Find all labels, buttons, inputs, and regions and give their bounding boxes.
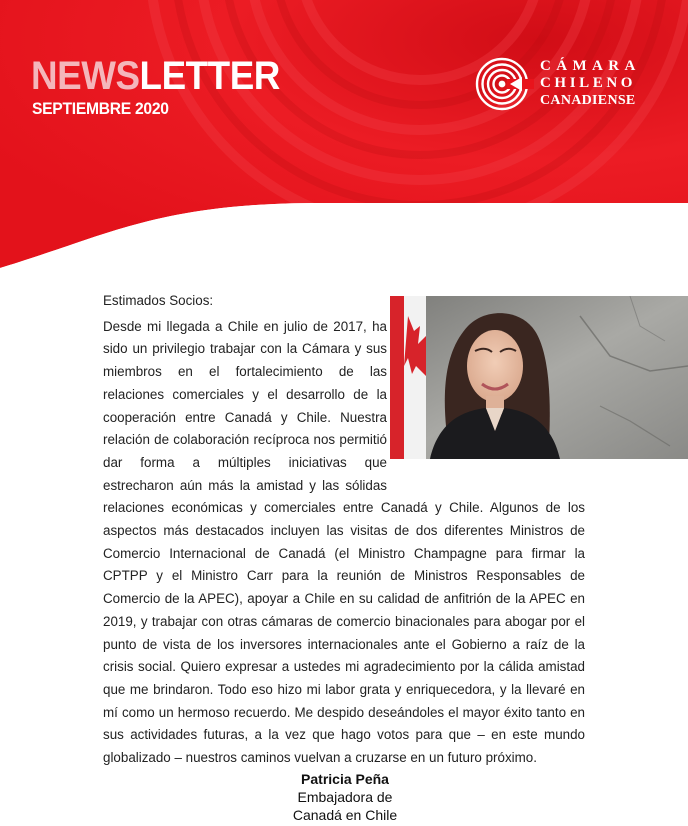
logo-wordmark	[540, 58, 641, 109]
newsletter-title	[31, 56, 280, 96]
logo-line-2: CHILENO	[540, 75, 637, 91]
logo-line-1: CÁMARA	[540, 58, 641, 74]
concentric-circle-emblem-icon	[474, 56, 534, 112]
camara-logo	[474, 56, 650, 112]
logo-line-3: CANADIENSE	[540, 93, 636, 108]
newsletter-date: SEPTIEMBRE 2020	[32, 99, 169, 118]
signature-name: Patricia Peña	[301, 771, 389, 787]
title-letter: LETTER	[139, 54, 280, 98]
photo-wrap-spacer	[387, 316, 585, 481]
letter-body	[103, 290, 585, 770]
signature-block	[200, 770, 490, 824]
red-wave-background	[0, 0, 688, 270]
letter-greeting: Estimados Socios:	[103, 293, 214, 308]
signature-title-line-2: Canadá en Chile	[292, 807, 398, 823]
letter-paragraph: Desde mi llegada a Chile en julio de 2017, ha sido un privilegio trabajar con la Cámara y sus miembros en el fortalecimiento de las relaciones comerciales y el desarrollo de la cooperación entre Canadá y Chile. Nuestra relación de colaboración recíproca nos permitió dar forma a múltiples iniciativas que estrecharon aún más la amistad y las sólidas relaciones económicas y comerciales entre Canadá y Chile. Algunos de los aspectos más destacados incluyen las visitas de dos diferentes Ministros de Comercio Internacional de Canadá (el Ministro Champagne para firmar la CPTPP y el Ministro Carr para la reunión de Ministros Responsables de Comercio de la APEC), apoyar a Chile en su calidad de anfitrión de la APEC en 2019, y trabajar con otras cámaras de comercio binacionales para abogar por el punto de vista de los inversores internacionales ante el Gobierno a raíz de la crisis social. Quiero expresar a ustedes mi agradecimiento por la cálida amistad que me brindaron. Todo eso hizo mi labor grata y enriquecedora, y la llevaré en mí como un hermoso recuerdo. Me despido deseándoles el mayor éxito tanto en sus actividades futuras, a la vez que hago votos para que – en este mundo globalizado – nuestros caminos vuelvan a cruzarse en un futuro próximo.	[103, 318, 585, 766]
header-banner	[0, 0, 688, 270]
signature-title-line-1: Embajadora de	[297, 789, 393, 805]
title-news: NEWS	[31, 54, 140, 98]
